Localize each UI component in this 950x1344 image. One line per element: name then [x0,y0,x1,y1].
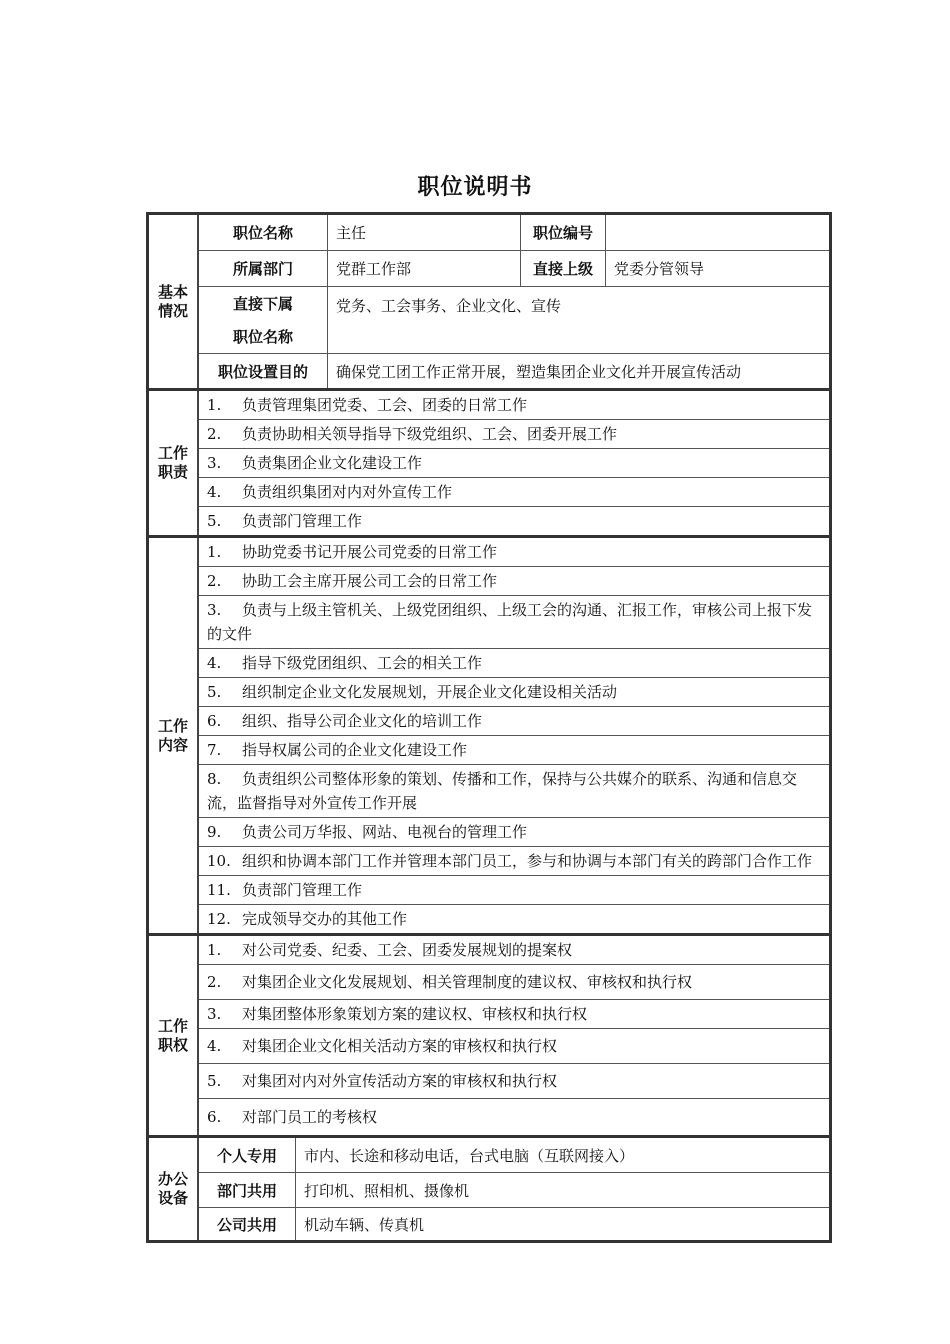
item-text: 负责集团企业文化建设工作 [242,454,423,472]
list-item [199,1064,829,1099]
item-number: 4. [207,483,222,501]
item-number: 6. [207,712,222,730]
content-section [149,538,829,936]
list-item-text [207,540,497,564]
list-item-text [207,849,812,873]
item-text: 对公司党委、纪委、工会、团委发展规划的提案权 [242,941,573,959]
superior-value: 党委分管领导 [614,260,705,278]
list-item-text [207,598,821,646]
list-item [199,876,829,905]
list-item-text [207,709,482,733]
duties-list [199,391,829,535]
item-number: 4. [207,1037,222,1055]
item-text: 负责协助相关领导指导下级党组织、工会、团委开展工作 [242,425,618,443]
list-item-text [207,680,617,704]
list-item [199,965,829,1000]
item-number: 5. [207,683,222,701]
item-text: 对部门员工的考核权 [242,1108,378,1126]
item-text: 负责组织集团对内对外宣传工作 [242,483,453,501]
item-text: 负责部门管理工作 [242,512,363,530]
content-label: 工作 内容 [149,538,199,933]
item-text: 组织和协调本部门工作并管理本部门员工，参与和协调与本部门有关的跨部门合作工作 [242,852,813,870]
list-item-text [207,938,572,962]
list-item [199,596,829,649]
row-position-name [199,215,829,251]
list-item-text [207,451,422,475]
list-item-text [207,1034,557,1058]
item-number: 2. [207,572,222,590]
item-number: 4. [207,654,222,672]
equipment-row-value: 机动车辆、传真机 [304,1215,425,1234]
list-item [199,1099,829,1135]
duties-label: 工作 职责 [149,391,199,535]
list-item-text [207,509,362,533]
item-number: 3. [207,454,222,472]
item-text: 协助党委书记开展公司党委的日常工作 [242,543,498,561]
equipment-row-value: 市内、长途和移动电话，台式电脑（互联网接入） [304,1146,635,1165]
subordinates-label-line2: 职位名称 [232,328,293,346]
equipment-row [199,1138,829,1173]
item-text: 协助工会主席开展公司工会的日常工作 [242,572,498,590]
item-text: 指导下级党团组织、工会的相关工作 [242,654,483,672]
list-item [199,936,829,965]
list-item [199,538,829,567]
position-name-label: 职位名称 [199,215,328,250]
list-item-text [207,820,527,844]
item-text: 对集团整体形象策划方案的建议权、审核权和执行权 [242,1005,588,1023]
content-list [199,538,829,933]
list-item-text [207,480,452,504]
basic-info-label: 基本 情况 [149,215,199,388]
equipment-row [199,1208,829,1240]
equipment-row-value: 打印机、照相机、摄像机 [304,1181,470,1200]
list-item [199,449,829,478]
item-number: 5. [207,1072,222,1090]
item-number: 5. [207,512,222,530]
subordinates-label [199,287,328,353]
department-value: 党群工作部 [328,251,521,286]
equipment-section [149,1138,829,1240]
list-item-text [207,393,527,417]
item-text: 对集团企业文化相关活动方案的审核权和执行权 [242,1037,558,1055]
list-item-text [207,1069,557,1093]
item-number: 10. [207,852,231,870]
item-number: 11. [207,881,231,899]
item-text: 负责部门管理工作 [242,881,363,899]
list-item [199,905,829,933]
department-label: 所属部门 [199,251,328,286]
list-item [199,678,829,707]
item-text: 完成领导交办的其他工作 [242,910,408,928]
equipment-label: 办公 设备 [149,1138,199,1240]
list-item [199,507,829,535]
row-subordinates [199,287,829,354]
list-item-text [207,569,497,593]
list-item-text [207,738,467,762]
list-item-text [207,1105,377,1129]
item-text: 负责公司万华报、网站、电视台的管理工作 [242,823,528,841]
authority-section [149,936,829,1138]
item-number: 9. [207,823,222,841]
list-item-text [207,651,482,675]
equipment-row-label: 个人专用 [199,1138,296,1172]
position-name-value: 主任 [328,215,521,250]
item-number: 2. [207,973,222,991]
list-item-text [207,767,821,815]
item-text: 组织、指导公司企业文化的培训工作 [242,712,483,730]
subordinates-label-line1: 直接下属 [232,295,293,313]
item-text: 对集团企业文化发展规划、相关管理制度的建议权、审核权和执行权 [242,973,693,991]
equipment-row-label: 部门共用 [199,1173,296,1207]
authority-list [199,936,829,1135]
list-item [199,765,829,818]
list-item [199,736,829,765]
item-number: 12. [207,910,231,928]
equipment-row [199,1173,829,1208]
equipment-list [199,1138,829,1240]
purpose-label: 职位设置目的 [199,354,328,388]
basic-info-section [149,215,829,391]
list-item-text [207,878,362,902]
row-purpose [199,354,829,388]
item-number: 8. [207,770,222,788]
item-number: 1. [207,396,222,414]
list-item [199,818,829,847]
item-number: 2. [207,425,222,443]
position-code-label: 职位编号 [521,215,606,250]
item-number: 7. [207,741,222,759]
item-number: 1. [207,543,222,561]
item-text: 负责组织公司整体形象的策划、传播和工作，保持与公共媒介的联系、沟通和信息交流，监督指导对外宣传工作开展 [207,770,798,812]
superior-label: 直接上级 [521,251,606,286]
subordinates-value: 党务、工会事务、企业文化、宣传 [336,297,562,315]
purpose-value: 确保党工团工作正常开展，塑造集团企业文化并开展宣传活动 [336,362,742,381]
list-item [199,1000,829,1029]
item-text: 指导权属公司的企业文化建设工作 [242,741,468,759]
duties-section [149,391,829,538]
position-code-value [606,215,829,250]
item-number: 3. [207,1005,222,1023]
row-department [199,251,829,287]
job-description-table [146,212,832,1243]
list-item-text [207,907,407,931]
document-title: 职位说明书 [417,175,533,200]
list-item-text [207,422,617,446]
item-text: 组织制定企业文化发展规划，开展企业文化建设相关活动 [242,683,618,701]
list-item [199,391,829,420]
list-item-text [207,970,692,994]
authority-label: 工作 职权 [149,936,199,1135]
item-number: 6. [207,1108,222,1126]
list-item [199,1029,829,1064]
equipment-row-label: 公司共用 [199,1208,296,1240]
list-item [199,847,829,876]
list-item [199,478,829,507]
item-number: 3. [207,601,222,619]
list-item [199,707,829,736]
list-item [199,649,829,678]
list-item [199,420,829,449]
item-number: 1. [207,941,222,959]
item-text: 负责管理集团党委、工会、团委的日常工作 [242,396,528,414]
item-text: 对集团对内对外宣传活动方案的审核权和执行权 [242,1072,558,1090]
list-item-text [207,1002,587,1026]
list-item [199,567,829,596]
item-text: 负责与上级主管机关、上级党团组织、上级工会的沟通、汇报工作，审核公司上报下发的文件 [207,601,813,643]
